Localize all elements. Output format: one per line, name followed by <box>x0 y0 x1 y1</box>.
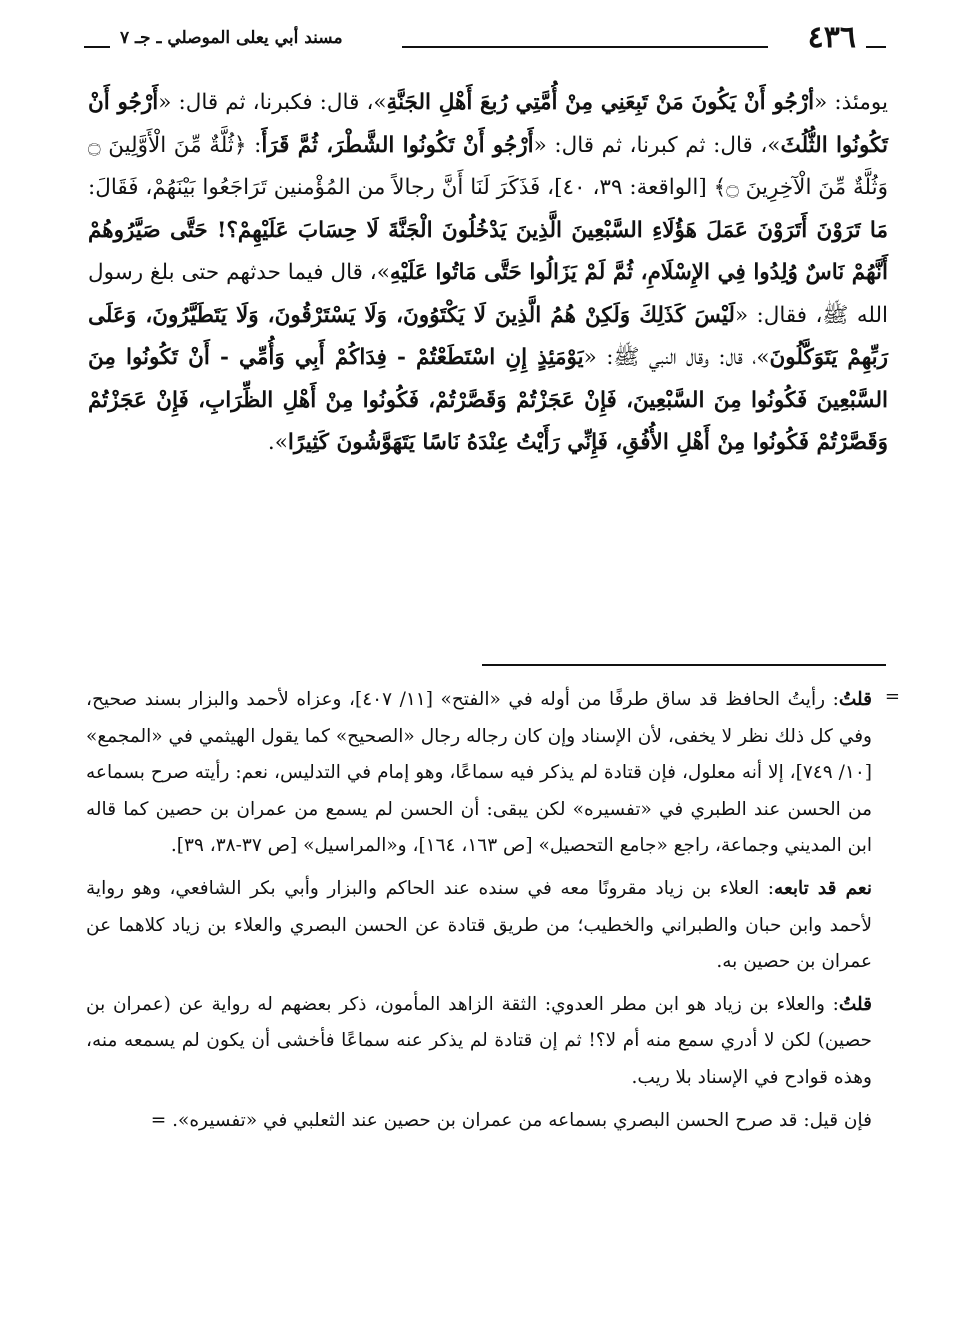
footnote-text: : والعلاء بن زياد هو ابن مطر العدوي: الثقة الزاهد المأمون، ذكر بعضهم له رواية عن (عمران بن حصين) لكن لا أدري سمع منه أم لا؟! ثم إن قتادة لم يذكر عنه سماعًا فأخشى أن يكون لم يسمعه منه، وهذه قوادح في الإسناد بلا ريب. <box>86 993 872 1088</box>
text-run: »، قال: ثم كبرنا، ثم قال: « <box>533 132 781 158</box>
page-number: ٤٣٦ <box>807 20 856 55</box>
footnote-text: فإن قيل: قد صرح الحسن البصري بسماعه من عمران بن حصين عند الثعلبي في «تفسيره». = <box>150 1109 872 1131</box>
header-rule-right <box>866 46 886 48</box>
footnote-text: : العلاء بن زياد مقرونًا معه في سنده عند الحاكم والبزار وأبي بكر الشافعي، وهو رواية لأحمد وابن حبان والطبراني والخطيب؛ من طريق قتادة عن الحسن البصري والعلاء بن زياد كلاهما عن عمران بن حصين به. <box>86 877 872 973</box>
footnote-paragraph <box>86 1103 872 1140</box>
prophetic-saying: أرْجُو أَنْ يَكُونَ مَنْ تَبِعَنِي مِنْ أُمَّتِي رُبعَ أَهْلِ الجَنَّةِ <box>386 90 815 115</box>
footnote-lead: نعم قد تابعه <box>774 877 872 899</box>
footnote-lead: قلتُ <box>838 993 872 1015</box>
running-header <box>84 20 886 70</box>
text-run: »، قال: فكبرنا، ثم قال: « <box>158 90 387 115</box>
text-run: ». <box>267 430 288 455</box>
quran-verse-run: : ﴿ثُلَّةٌ مِّنَ الْأَوَّلِينَ ۝ وَثُلَّةٌ مِّنَ الْآخِرِينَ ۝﴾ [الواقعة: ٣٩، ٤٠]، فَذَكَرَ لَنَا أَنَّ رجالاً من المُؤْمنين تَرَاجَعُوا بَيْنَهُمْ، فَقَالَ: <box>88 132 888 200</box>
footnote-separator <box>482 664 886 666</box>
footnotes <box>86 682 872 1145</box>
book-title: مسند أبي يعلى الموصلي ـ جـ ٧ <box>120 28 343 48</box>
footnote-paragraph <box>86 987 872 1097</box>
main-text <box>88 82 888 465</box>
prophetic-saying: مَا تَرَوْنَ أَتَرَوْنَ عَمَلَ هَؤُلَاءِ السَّبْعِينَ الَّذِينَ يَدْخُلُونَ الْجَنَّةَ لَا حِسَابَ عَلَيْهِمْ؟! حَتَّى صَيَّرُوهُمْ أَنَّهُمْ نَاسٌ وُلِدُوا فِي الإِسْلَامِ، ثُمَّ لَمْ يَزَالُوا حَتَّى مَاتُوا عَلَيْهِ <box>88 217 888 285</box>
hadith-paragraph <box>88 82 888 465</box>
footnote-paragraph <box>86 682 872 865</box>
prophetic-saying: يَوْمَئِذٍ إِنِ اسْتَطَعْتُمْ - فِدَاكُمْ أَبِي وَأُمِّي - أَنْ تَكُونُوا مِنَ السَّبْعِينَ فَكُونُوا مِنَ السَّبْعِينَ، فَإِنْ عَجَزْتُمْ وَقَصَّرْتُمْ، فَكُونُوا مِنْ أَهْلِ الظِّرَابِ، فَإِنْ عَجَزْتُمْ وَقَصَّرْتُمْ فَكُونُوا مِنْ أَهْلِ الأُفُقِ، فَإِنِّي رَأَيْتُ عِنْدَهُ نَاسًا يَتَهَوَّشُونَ كَثِيرًا <box>88 345 888 455</box>
prophetic-saying: لَيْسَ كَذَلِكَ وَلَكِنْ هُمُ الَّذِينَ لَا يَكْتَوُونَ، وَلَا يَسْتَرْقُونَ، وَلَا يَتَطَيَّرُونَ، وَعَلَى رَبِّهِمْ يَتَوَكَّلُونَ <box>88 302 889 370</box>
header-rule-middle <box>402 46 768 48</box>
footnote-paragraph <box>86 871 872 981</box>
footnote-text: : رأيتُ الحافظ قد ساق طرفًا من أوله في «الفتح» [١١/ ٤٠٧]، وعزاه لأحمد والبزار بسند صحيح، وفي كل ذلك نظر لا يخفى، لأن الإسناد وإن كان رجاله رجال «الصحيح» كما يقول الهيثمي في «المجمع» [١٠/ ٧٤٩]، إلا أنه معلول، فإن قتادة لم يذكر فيه سماعًا، وهو إمام في التدليس، نعم: رأيته صرح بسماعه من الحسن عند الطبري في «تفسيره» لكن يبقى: أن الحسن لم يسمع من عمران بن حصين كما قاله ابن المديني وجماعة، راجع «جامع التحصيل» [ص ١٦٣، ١٦٤]، و«المراسيل» [ص ٣٧-٣٨، ٣٩]. <box>86 689 872 857</box>
prophetic-saying: أَرْجُو أَنْ تَكُونُوا الثُّلُثَ <box>88 90 888 158</box>
prophetic-saying: أَرْجُو أَنْ تَكُونُوا الشَّطْرَ، ثُمَّ قَرَأَ <box>261 132 534 158</box>
text-run: »، قال فيما حدثهم حتى بلغ رسول الله ﷺ، فقال: « <box>88 260 888 328</box>
footnote-lead: قلتُ <box>838 689 872 710</box>
continuation-mark: = <box>884 686 900 707</box>
text-run: يومئذ: « <box>814 90 888 115</box>
header-rule-left <box>84 46 110 48</box>
text-run: »، قال: وقال النبي ﷺ: « <box>583 345 770 370</box>
